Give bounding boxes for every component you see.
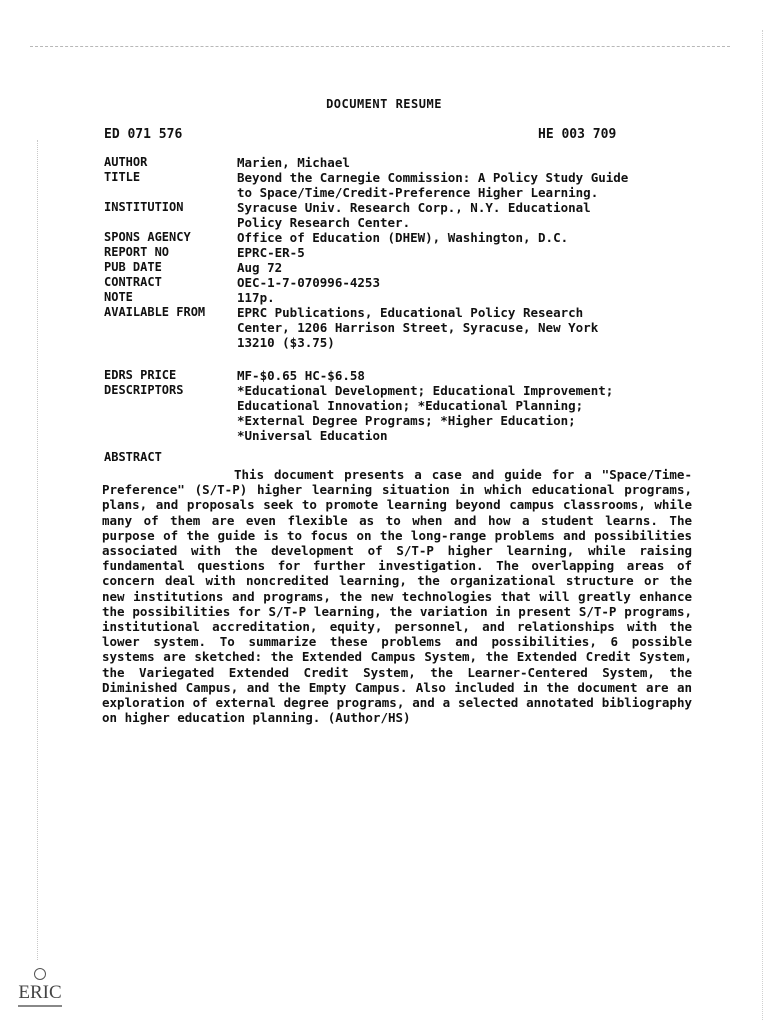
field-descriptors [104, 383, 704, 443]
field-value: EPRC Publications, Educational Policy Research Center, 1206 Harrison Street, Syracuse, New York 13210 ($3.75) [237, 305, 599, 350]
field-title [104, 170, 704, 200]
field-label: CONTRACT [104, 275, 162, 289]
field-label: NOTE [104, 290, 133, 304]
field-value: Beyond the Carnegie Commission: A Policy Study Guide to Space/Time/Credit-Preference Higher Learning. [237, 170, 629, 200]
eric-logo [14, 968, 66, 1012]
field-note [104, 290, 704, 305]
he-number: HE 003 709 [538, 127, 617, 142]
field-pub-date [104, 260, 704, 275]
field-value: Marien, Michael [237, 155, 350, 170]
field-value: EPRC-ER-5 [237, 245, 305, 260]
field-value: MF-$0.65 HC-$6.58 [237, 368, 365, 383]
field-label: SPONS AGENCY [104, 230, 191, 244]
spacer [104, 350, 704, 368]
field-label: AUTHOR [104, 155, 148, 169]
field-author [104, 155, 704, 170]
field-label: DESCRIPTORS [104, 383, 184, 397]
citation-fields [104, 155, 704, 443]
field-value: Syracuse Univ. Research Corp., N.Y. Educational Policy Research Center. [237, 200, 591, 230]
scan-right-edge [762, 30, 764, 1020]
field-value: 117p. [237, 290, 275, 305]
field-label: AVAILABLE FROM [104, 305, 206, 319]
ed-number: ED 071 576 [104, 127, 183, 142]
field-contract [104, 275, 704, 290]
eric-logo-text: ERIC [18, 982, 62, 1003]
field-label: EDRS PRICE [104, 368, 177, 382]
logo-underline [18, 1005, 62, 1007]
field-report-no [104, 245, 704, 260]
field-spons-agency [104, 230, 704, 245]
field-label: PUB DATE [104, 260, 162, 274]
field-label: INSTITUTION [104, 200, 184, 214]
field-value: Aug 72 [237, 260, 283, 275]
field-institution [104, 200, 704, 230]
document-title: DOCUMENT RESUME [326, 97, 442, 111]
scan-border-line [30, 46, 730, 48]
abstract-heading: ABSTRACT [104, 450, 162, 464]
field-available-from [104, 305, 704, 350]
abstract-text: This document presents a case and guide for a "Space/Time-Preference" (S/T-P) higher learning situation in which educational programs, plans, and proposals seek to promote learning beyond campus classrooms, while many of them are even flexible as to when and how a student learns. The purpose of the guide is to focus on the long-range problems and possibilities associated with the development of S/T-P higher learning, while raising fundamental questions for further investigation. The overlapping areas of concern deal with noncredited learning, the organizational structure or the new institutions and programs, the new technologies that will greatly enhance the possibilities for S/T-P learning, the variation in present S/T-P programs, institutional accreditation, equity, personnel, and relationships with the lower system. To summarize these problems and possibilities, 6 possible systems are sketched: the Extended Campus System, the Extended Credit System, the Variegated Extended Credit System, the Learner-Centered System, the Diminished Campus, and the Empty Campus. Also included in the document are an exploration of external degree programs, and a selected annotated bibliography on higher education planning. (Author/HS) [102, 467, 692, 726]
field-value: *Educational Development; Educational Improvement; Educational Innovation; *Educational Planning; *External Degree Programs; *Higher Education; *Universal Education [237, 383, 614, 443]
field-label: TITLE [104, 170, 141, 184]
scan-left-edge [37, 140, 39, 960]
field-value: OEC-1-7-070996-4253 [237, 275, 380, 290]
seal-icon [34, 968, 46, 980]
field-edrs-price [104, 368, 704, 383]
field-value: Office of Education (DHEW), Washington, D.C. [237, 230, 569, 245]
field-label: REPORT NO [104, 245, 170, 259]
